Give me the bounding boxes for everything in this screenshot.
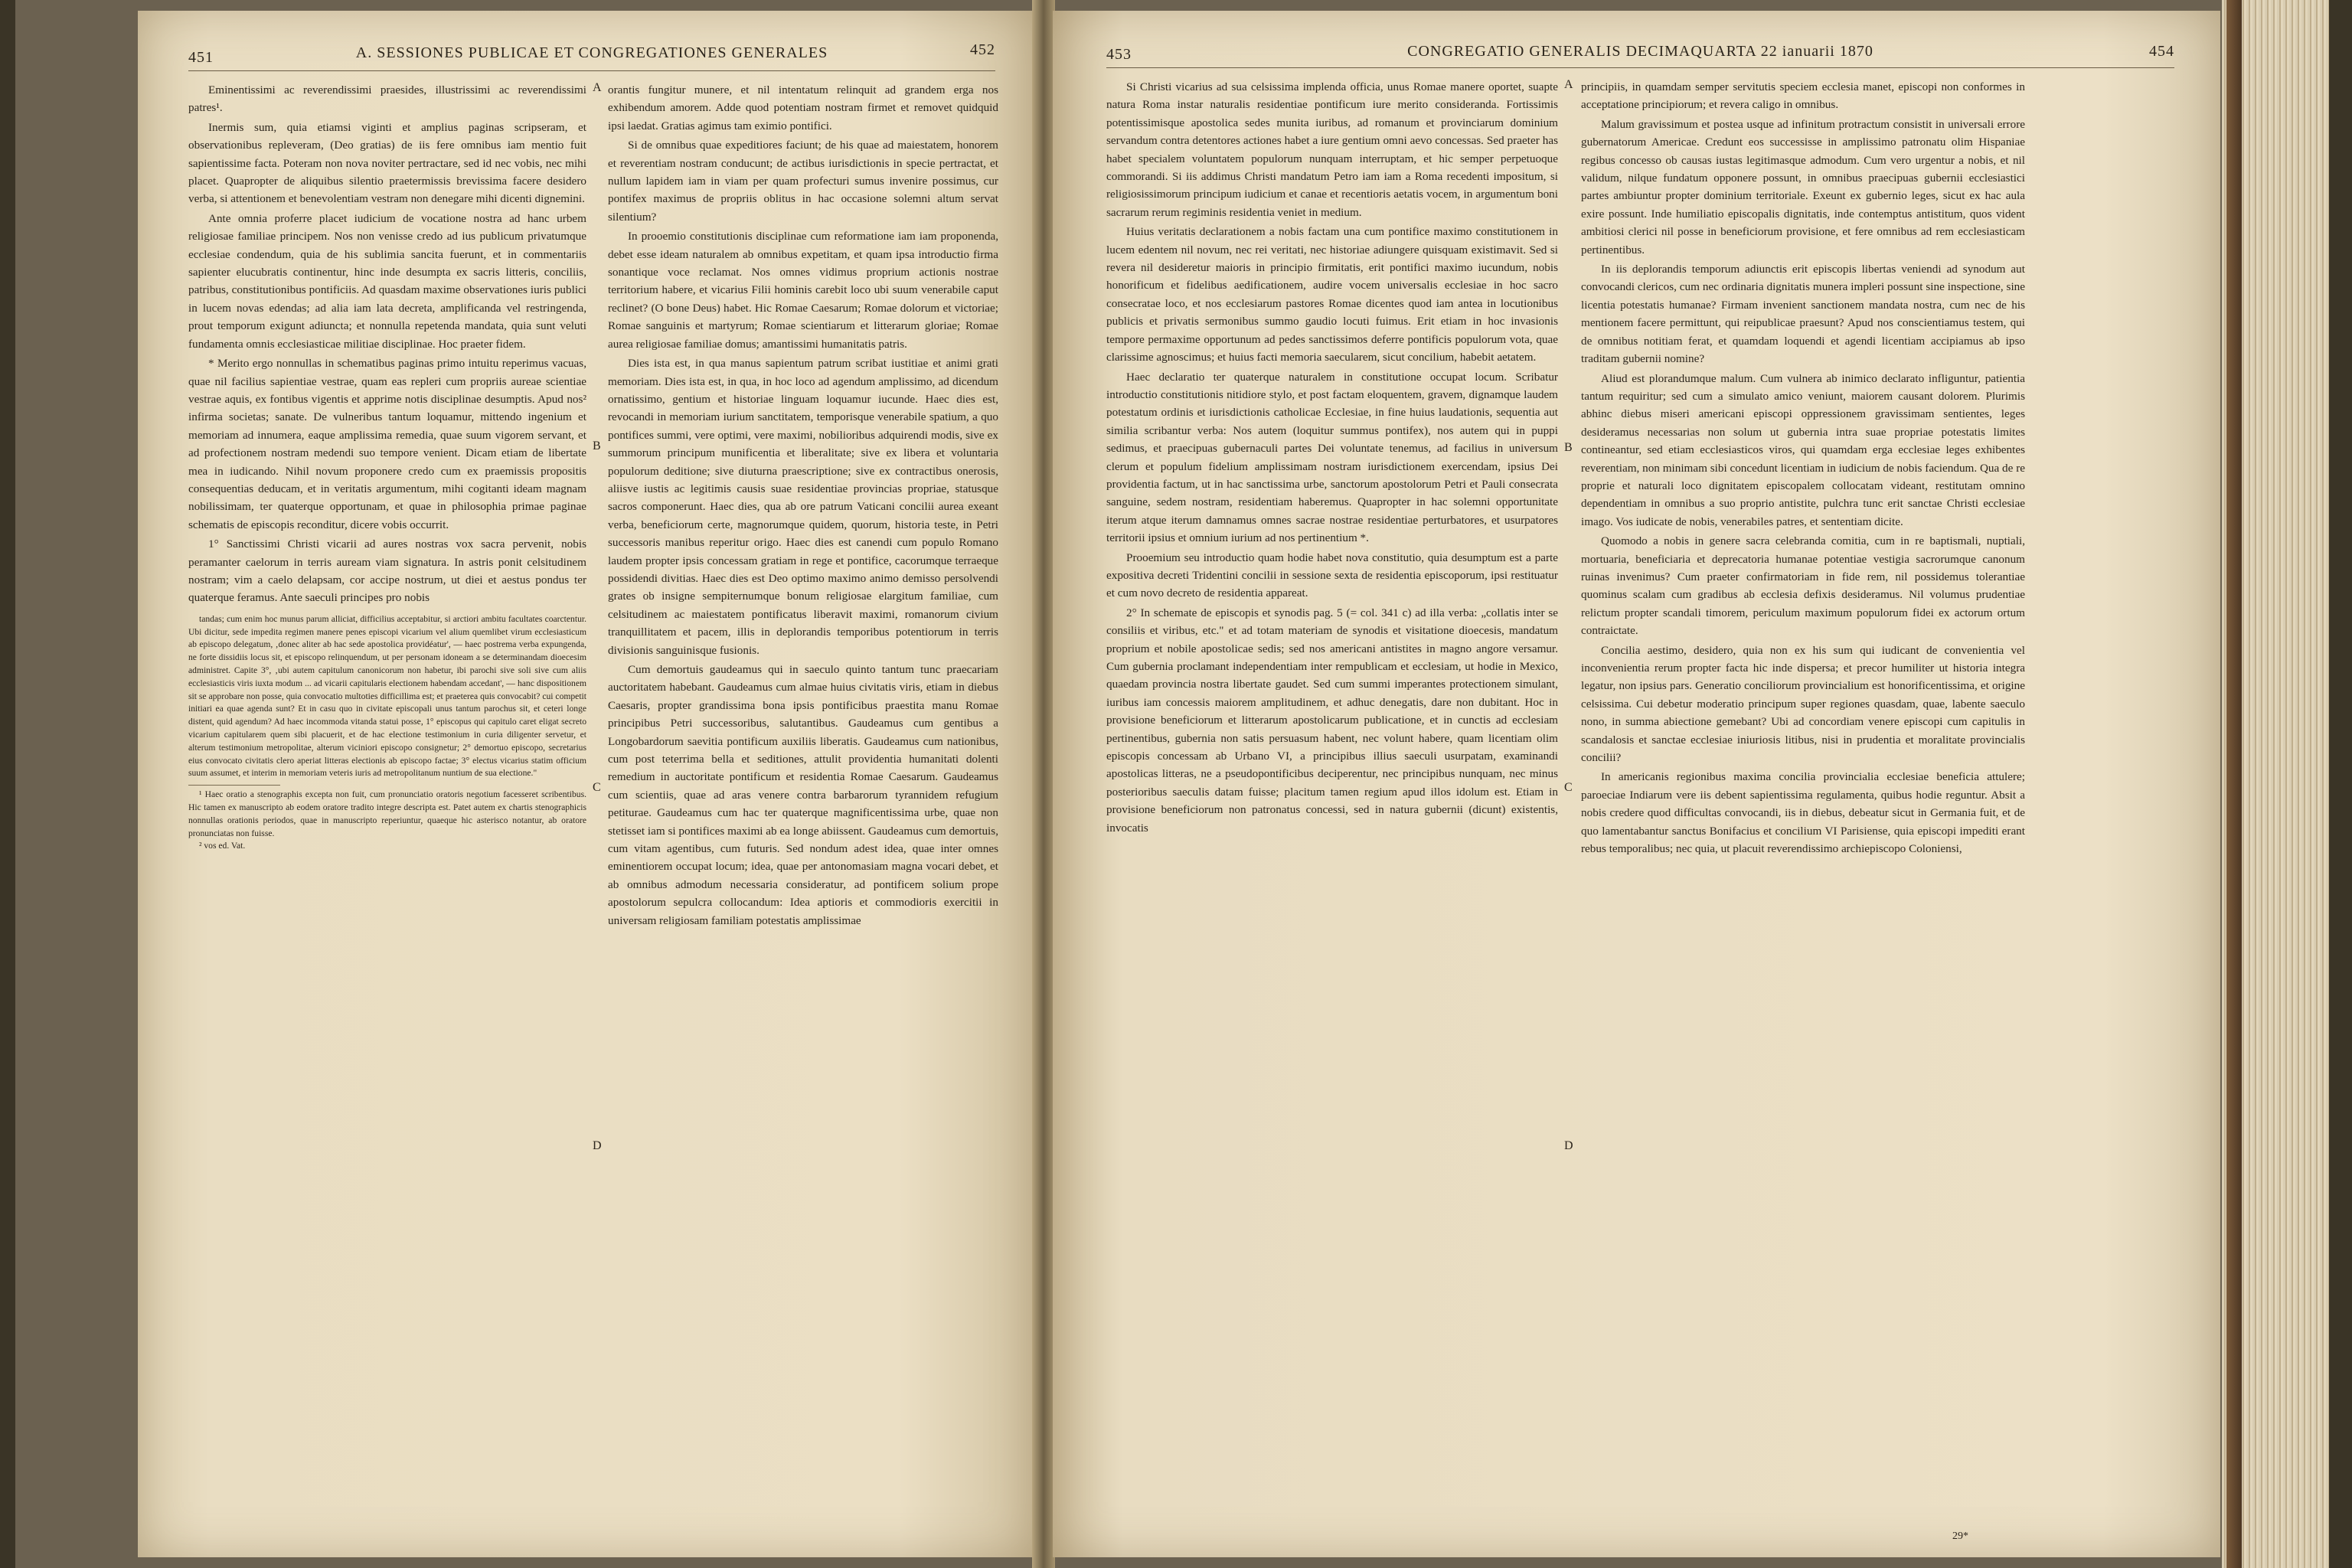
margin-letter-b: B — [1564, 441, 1573, 454]
footnote-continuation: tandas; cum enim hoc munus parum alliciat, difficilius acceptabitur, si arctiori ambitu facultates coarctentur. Ubi dicitur, sede impedita regimen manere penes episcopi vicarium vel alium quemlibet virum ecclesiasticum ab episcopo delegatum, ‚donec aliter ab hac sede apostolica providéatur', — haec postrema verba expungenda, ne forte dissidiis locus sit, et episcopo relinquendum, ut per personam idoneam a se determinandam dioecesim administret. Capite 3°, ‚ubi autem capitulum canonicorum non habetur, ibi parochi sive soli sive cum aliis ecclesiasticis viris iuxta modum ... ad vicarii capitularis electionem habendam accedant', — hanc dispositionem sit se approbare non posse, quia convocatio multoties difficillima est; et praeterea quis convocabit? cui competit initiari ea quae agenda sunt? Et in casu quo in civitate episcopali unus tantum parochus sit, et ceteri longe distent, quid agendum? Ad haec incommoda vitanda statui posse, 1° episcopus qui capitulo caret eligat secreto vicarium capitularem quem sibi placuerit, et de hac electione testimonium in curia diligenter servetur, et alterum testimonium metropolitae, alterum viciniori episcopo consignetur; 2° demortuo episcopo, secretarius eius convocato civitatis clero aperiat litteras electionis ab episcopo factae; 3° electus vicarius statim officium suum assumet, et interim in memoriam veteris iuris ad metropolitanum nuntium de sua electione." — [188, 613, 586, 779]
right-page — [1053, 11, 2220, 1557]
footnote-1: ¹ Haec oratio a stenographis excepta non fuit, cum pronunciatio oratoris negotium facesseret scribentibus. Hic tamen ex manuscripto ab eodem oratore tradito integre descripta est. Patet autem ex chartis stenographicis nonnullas orationis periodos, quae in manuscripto reperiuntur, quaeque hic asterisco notantur, ab oratore pronunciatas non fuisse. — [188, 789, 586, 838]
paragraph: Cum demortuis gaudeamus qui in saeculo quinto tantum tunc praecariam auctoritatem habebant. Gaudeamus cum almae huius civitatis viris, etiam in diebus Caesaris, propter grandissima bona ipsis pontificibus praestita manu Romae principibus Petri successoribus, salutantibus. Gaudeamus cum gentibus a Longobardorum saevitia pontificum auxiliis liberatis. Gaudeamus cum nationibus, cum post teterrima bella et seditiones, attulit providentia humanitati dolenti remedium in auctoritate pontificum et residentia Romae Caesarum. Gaudeamus cum scientiis, quae ad aras venere contra barbarorum tyrannidem refugium petiturae. Gaudeamus cum hac ter quaterque magnificentissima urbe, quae non stetisset iam si pontifices maximi ab ea longe abiissent. Gaudeamus cum demortuis, cum vitam agentibus, cum futuris. Sed nondum adest idea, quae inter omnes eminentiorem occupat locum; idea, quae per antonomasiam magna vocari debet, et ab omnibus admodum necessaria consideratur, ad pontificem solium prope apostolorum sepulcra collocandum: Idea aptioris et commodioris exercitii in universam religiosam familiam potestatis amplissimae — [608, 663, 998, 927]
head-rule — [1106, 67, 2174, 68]
paragraph: Inermis sum, quia etiamsi viginti et amplius paginas scripseram, et observationibus repleveram, (Deo gratias) de iis fere omnibus iam mentio fuit sapientissime facta. Poteram non nova noviter pertractare, sed id nec vobis, nec mihi placet. Quapropter de aliquibus silentio praetermissis brevissima facere desidero verba, si attentionem et benevolentiam vestram non denegare mihi dicenti dignemini. — [188, 120, 586, 206]
paragraph: 1° Sanctissimi Christi vicarii ad aures nostras vox sacra pervenit, nobis peramanter caelorum in terris auream viam signatura. In astris ponit celsitudinem nostram; vim a caelo delapsam, cor accipe nostrum, ut diei et aestus pondus ter quaterque feramus. Ante saeculi principes pro nobis — [188, 537, 586, 605]
paragraph: * Merito ergo nonnullas in schematibus paginas primo intuitu reperimus vacuas, quae nil facilius sapientiae vestrae, quam eas repleri cum propriis aureae scientiae vestrae aquis, ex fontibus vigentis et apprime notis disciplinae desumptis. Apud nos² infirma societas; sanate. De vulneribus tantum loquamur, mittendo ingenium et memoriam ad innumera, eaque amplissima remedia, quae suum vigorem servant, et ad profectionem nostram medendi suo tempore venient. Dicam etiam de libertate mea in iudicando. Nihil novum proponere credo cum ex praemissis propositis consequentias deducam, et in veritatis argumentum, mihi cogitanti ideam magnam nobilissimam, ter quaterque opportunam, et quae in philosophia primae paginae schematis de episcopis reconditur, dicere vobis occurrit. — [188, 357, 586, 531]
margin-letter-a: A — [1564, 78, 1573, 91]
footnote-separator — [188, 785, 280, 786]
paragraph: Huius veritatis declarationem a nobis factam una cum pontifice maximo constitutionem in lucem edentem nil novum, nec rei veritati, nec historiae adiungere quisquam existimavit. Sed si revera nil desideretur maioris in principio firmitatis, erit pontifici maximo iucundum, nobis honorificum et fidelibus aedificationem, audire vocem universalis ecclesiae in hoc sacro consecratae loco, et nos ecclesiarum pastores Romae dicentes quod iam antea in locutionibus publicis et privatis sermonibus summo gaudio locuti fuimus. Erit etiam in hoc invasionis tempore permaxime opportunum ad pedes sanctissimos deferre pontificis populorum vota, quae clarissime agnoscimus; et huius facti memoria saecularem, sicut concilium, habebit aetatem. — [1106, 225, 1558, 364]
right-column-2 — [1581, 78, 2025, 859]
paragraph: In prooemio constitutionis disciplinae cum reformatione iam iam proponenda, debet esse ideam naturalem ab omnibus expetitam, et quam ipsa introductio firma sonantique voce reclamat. Nos omnes vidimus proprium actionis nostrae territorium habere, et vicarius Filii hominis carebit loco ubi suum venerabile caput reclinet? (O bone Deus) habet. Hic Romae Caesarum; Romae dolorum et victoriae; Romae sanguinis et martyrum; Romae scientiarum et litterarum gloriae; Romae aurea religiosae familiae domus; amantissimi humanitatis patris. — [608, 230, 998, 351]
footnotes — [188, 613, 586, 853]
footnote-2: ² vos ed. Vat. — [199, 841, 246, 851]
head-rule — [188, 70, 995, 71]
margin-letter-d: D — [593, 1139, 602, 1152]
margin-letter-d: D — [1564, 1139, 1573, 1152]
paragraph: Dies ista est, in qua manus sapientum patrum scribat iustitiae et animi grati memoriam. Dies ista est, in qua, in hoc loco ad agendum amplissimo, ad dicendum ornatissimo, gentium et historiae linguam loquamur iucunde. Haec dies est, revocandi in memoriam iurium sanctitatem, temporisque venerabile spatium, a quo pontifices summi, vere optimi, vere maximi, nobilioribus adquirendi modis, sive ex summorum principum munificentia et liberalitate; sive ex libera et voluntaria populorum deditione; sive diuturna praescriptione; sive ex contractibus onerosis, aliisve iustis ac legitimis causis suae residentiae provincias propriae, statusque sacros componerunt. Haec dies, qua ab ore patrum Vaticani concilii aurea exeant verba, beneficiorum certe, magnorumque quidem, quorum, historia teste, in Petri successoris manibus reperitur origo. Haec dies est canendi cum populo Romano laudem propter ipsis concessam gratiam in rege et pontifice, cacorumque terraeque possidendi divitias. Haec dies est Deo optimo maximo animo demisso persolvendi grates ob insigne sempiternumque bonum religiosae elargitum familiae, cum celsitudinem ac maiestatem pontificatus liberavit maximi, romanorum civium tranquillitatem et pacem, illis in deplorandis temporibus potentiorum in terris divisionis sanguinisque fusionis. — [608, 357, 998, 657]
paragraph: Quomodo a nobis in genere sacra celebranda comitia, cum in re baptismali, nuptiali, mortuaria, beneficiaria et deprecatoria humanae potentiae vestigia sacrorumque canonum ruinas invenimus? Cum praeter confirmatoriam in fide rem, nil possidemus tolerantiae quominus scalam cum gradibus ab ecclesia defixis desideramus. Nil volumus prudentiae relictum propter scandali timorem, periculum maximum populorum fidei ex actorum ortum contraictate. — [1581, 534, 2025, 638]
paragraph: In americanis regionibus maxima concilia provincialia ecclesiae beneficia attulere; paroeciae Indiarum vere iis debent sapientissima regulamenta, quibus hodie reguntur. Absit a nobis credere quod difficultas convocandi, iis in diebus, debeatur sicut in Germania fuit, et de quo lamentabantur sanctus Bonifacius et concilium VI Parisiense, quia episcopi impediti erant rebus temporalibus; nec quia, ut placuit reverendissimo archiepiscopo Coloniensi, — [1581, 770, 2025, 856]
paragraph: In iis deplorandis temporum adiunctis erit episcopis libertas veniendi ad synodum aut convocandi clericos, cum nec ordinaria dignitatis munera impleri possunt sine inspectione, sine licentia potestatis humanae? Firmam invenient sanctionem mandata nostra, cum nec de his mentionem facere permittunt, qui reipublicae praesunt? Apud nos conscientiamus testem, qui de omnibus notitiam ferat, et quamdam loquendi et agendi licentiam accipiamus ab ipso traditam gubernii nomine? — [1581, 263, 2025, 366]
paragraph: principiis, in quamdam semper servitutis speciem ecclesia manet, episcopi non conformes in acceptatione principiorum; et revera caligo in omnibus. — [1581, 80, 2025, 112]
paragraph: Haec declaratio ter quaterque naturalem in constitutione occupat locum. Scribatur introductio constitutionis nitidiore stylo, et post factam eloquentem, gravem, dignamque laudem potestatum ordinis et iurisdictionis catholicae Ecclesiae, in fine huius laudationis, sequentia aut similia scribantur verba: Nos autem (loquitur summus pontifex), nos autem qui in puppi sedimus, et praecipuas gubernaculi partes Dei voluntate tenemus, ad facilius in universum clerum et populum fidelium amplissimam nostram iurisdictionem exercendam, ipsius Dei providentia factum, ut in hac sanctissima urbe, sanctorum apostolorum Petri et Pauli consecrata sanguine, sedem nostram, residentiam haberemus. Quapropter in hac solemni opportunitate iterum atque iterum damnamus omnes sacrae nostrae residentiae perturbatores, et usurpatores territorii ipsius et omnium iurium ad nos pertinentium *. — [1106, 370, 1558, 545]
left-running-head — [188, 40, 995, 66]
margin-letter-c: C — [593, 781, 601, 794]
paragraph: Ante omnia proferre placet iudicium de vocatione nostra ad hanc urbem religiosae familiae principem. Nos non venisse credo ad ius publicum privatumque ecclesiae condendum, quia de his sublimia sancita fuerunt, et in commentariis sapienter elucubratis continentur, hinc inde desumpta ex sacris litteris, conciliis, patribus, constitutionibus pontificiis. Ad quasdam maxime observationes iuris publici in lucem novas edendas; ad alia iam lata decreta, amplificanda vel restringenda, prout temporum exigunt adiuncta; et nonnulla repetenda mandata, quia sunt veluti fundamenta omnis ecclesiasticae militiae disciplinae. Hoc praeter fidem. — [188, 211, 586, 351]
book-gutter — [1032, 0, 1055, 1568]
paragraph: 2° In schemate de episcopis et synodis pag. 5 (= col. 341 c) ad illa verba: „collatis inter se consiliis et viribus, etc." et ad totam materiam de synodis et visitatione dioecesis, mandatum proprium et nobile apostolicae sedis; sed nos americani antistites in magno angore versamur. Cum gubernia proclamant independentiam inter rempublicam et ecclesiam, ut hodie in Mexico, quaedam provincia nostra libertate gaudet. Sed cum summi imperantes protectionem simulant, iuribus iam concessis maiorem amplitudinem, et adhuc denegatis, dare non dubitant. Hoc in provisione beneficiorum et litterarum apostolicarum publicatione, et in cunctis ad ecclesiam pertinentibus, gubernia non satis persuasum habent, nec volunt habere, quam licentiam olim episcopis concessam ab Urbano VI, a principibus illius saeculi usurpatam, examinandi apostolicas litteras, ne a pseudopontificibus deciperentur, nec principibus nunquam, nec minus posterioribus saeculis datam fuisse; placitum tamen regium apud illos idolum est. Etiam in provisione beneficiorum non patronatus concessi, sed in natura gubernii (dicunt) existentis, invocatis — [1106, 606, 1558, 835]
page-number-452: 452 — [970, 41, 995, 58]
paragraph: orantis fungitur munere, et nil intentatum relinquit ad grandem erga nos exhibendum amorem. Adde quod potentiam nostram firmet et removet quidquid ipsi laedat. Gratias agimus tam eximio pontifici. — [608, 83, 998, 132]
page-number-454: 454 — [2149, 43, 2174, 60]
paragraph: Concilia aestimo, desidero, quia non ex his sum qui iudicant de convenientia vel inconvenientia rerum propter facta hic inde dispersa; et precor humiliter ut historia integra legatur, non ipsius pars. Generatio conciliorum provincialium est honorificentissima, et origine celsissima. Cui debetur moderatio principum super regiones quasdam, quae, labente saeculo nono, in summa abiectione gemebant? Ubi ad concordiam venere episcopi cum capitulis in scandalosis et sanctae ecclesiae iniuriosis litibus, nisi in prudentia et moralitate provincialis concilii? — [1581, 643, 2025, 765]
running-title: A. SESSIONES PUBLICAE ET CONGREGATIONES GENERALES — [355, 44, 828, 61]
paragraph: Prooemium seu introductio quam hodie habet nova constitutio, quia desumptum est a parte expositiva decreti Tridentini concilii in sessione sexta de residentia episcoporum, ipsi restituatur et cum novo decreto de residentia appareat. — [1106, 550, 1558, 600]
page-edges — [2222, 0, 2329, 1568]
left-page — [138, 11, 1034, 1557]
page-number-453: 453 — [1106, 46, 1132, 63]
paragraph: Malum gravissimum et postea usque ad infinitum protractum consistit in universali errore gubernatorum Americae. Credunt eos successisse in amplissimo patronatu olim Hispaniae regibus concesso ob causas iustas legitimasque admodum. Cum vero urgentur a nobis, et nil validum, nilque fundatum opponere possunt, in omnibus praecipuas gubernii ecclesiastici partes ambiuntur propter dominium territoriale. Exeunt ex gubernio leges, sicut ex hac aula exire possunt. Inde humiliatio episcopalis dignitatis, inde contemptus antistitum, quos vident ambitiosi clerici nil posse in beneficiorum provisione, et fere omnibus ad rem ecclesiasticam pertinentibus. — [1581, 117, 2025, 256]
left-column-1 — [188, 81, 586, 853]
left-column-2 — [608, 81, 998, 931]
binding-strip — [2226, 0, 2242, 1568]
paragraph: Aliud est plorandumque malum. Cum vulnera ab inimico declarato infliguntur, patientia tantum requiritur; sed cum a simulato amico veniunt, maiorem causant dolorem. Plurimis abhinc diebus miseri americani episcopi oppressionem gravissimam sentientes, leges desideramus necessarias non solum ut gubernia intra suae propriae potestatis limites contineantur, sed etiam ecclesiasticos viros, qui quamdam erga ecclesiae leges exhibentes reverentiam, non minimam sibi concedunt licentiam in iudicium de nobis faciendum. Qua de re proprie et naturali loco dignitatem episcopalem collocatam videant, restitutam omnino dependentiam in omnibus a suo proprio antistite, pulchra tunc erit sanctae Christi ecclesiae imago. Vos iudicate de nobis, venerabiles patres, et sententiam dicite. — [1581, 371, 2025, 528]
signature-mark: 29* — [1952, 1530, 1968, 1542]
running-title: CONGREGATIO GENERALIS DECIMAQUARTA 22 ianuarii 1870 — [1407, 43, 1873, 60]
paragraph: Si de omnibus quae expeditiores faciunt; de his quae ad maiestatem, honorem et reverentiam nostram conducunt; de actibus iurisdictionis in specie pertractat, et nullum lapidem iam in viam per quam profecturi sumus invenire possimus, cur pontifex maximus de propriis oblitus in hac occasione solemni altum servat silentium? — [608, 139, 998, 224]
right-column-1 — [1106, 78, 1558, 838]
page-number-451: 451 — [188, 49, 214, 66]
paragraph: Si Christi vicarius ad sua celsissima implenda officia, unus Romae manere oportet, suapte natura Roma instar naturalis residentiae pontificum iure merito consideranda. Fortissimis potentissimisque apostolica sedes munita iuribus, ad romanum et provinciarum dominium servandum contra detentores actiones habet a iure gentium omni aevo concessas. Sed praeter has habet specialem voluntatem populorum nunquam interruptam, et hic semper perpetuoque commorandi. Si iis addimus Christi mandatum Petro iam iam a Roma recedenti impositum, si religiosissimorum principum iudicium et canae et recentioris aetatis vocem, in argumentum boni sacrarum rerum regiminis residentia veniet in medium. — [1106, 80, 1558, 219]
margin-letter-a: A — [593, 81, 602, 94]
margin-letter-b: B — [593, 439, 601, 452]
paragraph: Eminentissimi ac reverendissimi praesides, illustrissimi ac reverendissimi patres¹. — [188, 83, 586, 115]
margin-letter-c: C — [1564, 781, 1573, 794]
book-spread — [15, 0, 2312, 1568]
right-running-head — [1106, 40, 2174, 66]
